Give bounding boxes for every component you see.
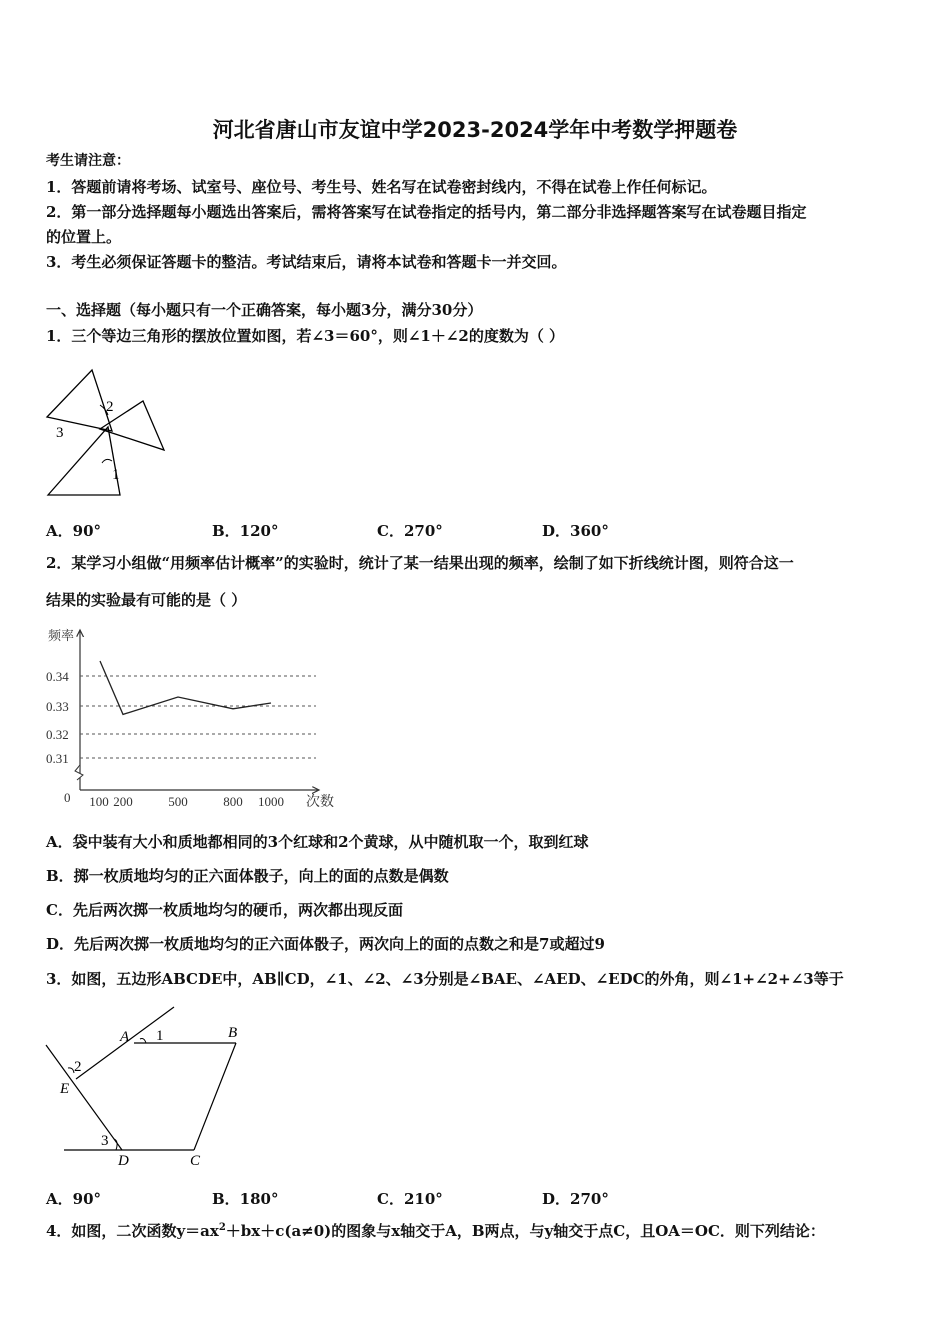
extension-line-ed bbox=[46, 1045, 122, 1150]
section-heading: 一、选择题（每小题只有一个正确答案，每小题3分，满分30分） bbox=[46, 301, 483, 319]
side-bc bbox=[194, 1043, 236, 1150]
page-title: 河北省唐山市友谊中学2023-2024学年中考数学押题卷 bbox=[212, 118, 738, 142]
q4-stem-prefix: 4．如图，二次函数y＝ax bbox=[46, 1222, 219, 1240]
option: A．90° bbox=[46, 522, 102, 540]
frequency-line-chart bbox=[36, 620, 346, 815]
option: D．先后两次掷一枚质地均匀的正六面体骰子，两次向上的面的点数之和是7或超过9 bbox=[46, 935, 605, 953]
x-tick-label: 1000 bbox=[258, 794, 284, 809]
q4-exponent: 2 bbox=[218, 1222, 226, 1233]
y-tick-label: 0.31 bbox=[46, 751, 69, 766]
angle-1-arc bbox=[140, 1039, 146, 1044]
question-1-stem: 1．三个等边三角形的摆放位置如图，若∠3＝60°，则∠1＋∠2的度数为（ ） bbox=[46, 327, 565, 345]
triangles-figure bbox=[40, 365, 170, 500]
option: C．270° bbox=[377, 522, 443, 540]
origin-label: 0 bbox=[64, 790, 71, 805]
angle-3-arc bbox=[114, 1139, 117, 1150]
angle-1-arc bbox=[102, 459, 112, 463]
option: A．90° bbox=[46, 1190, 102, 1208]
y-tick-label: 0.32 bbox=[46, 727, 69, 742]
option: C．210° bbox=[377, 1190, 443, 1208]
notice-item: 1．答题前请将考场、试室号、座位号、考生号、姓名写在试卷密封线内，不得在试卷上作任何标记。 bbox=[46, 178, 717, 196]
option: A．袋中装有大小和质地都相同的3个红球和2个黄球，从中随机取一个，取到红球 bbox=[46, 833, 589, 851]
option: B．120° bbox=[212, 522, 279, 540]
angle-label: 1 bbox=[156, 1028, 164, 1044]
frequency-series-line bbox=[100, 661, 271, 714]
y-axis-label: 频率 bbox=[48, 628, 75, 643]
triangle-top bbox=[47, 370, 112, 431]
notice-item: 2．第一部分选择题每小题选出答案后，需将答案写在试卷指定的括号内，第二部分非选择题答案写在试卷题目指定 bbox=[46, 203, 807, 221]
x-axis-label: 次数 bbox=[306, 795, 334, 810]
angle-label: 2 bbox=[74, 1059, 82, 1075]
question-2-stem: 2．某学习小组做“用频率估计概率”的实验时，统计了某一结果出现的频率，绘制了如下折线统计图，则符合这一 bbox=[46, 554, 794, 572]
notice-heading: 考生请注意： bbox=[46, 153, 130, 169]
vertex-label: B bbox=[228, 1025, 238, 1041]
option: B．180° bbox=[212, 1190, 279, 1208]
x-tick-label: 500 bbox=[168, 794, 188, 809]
x-tick-label: 200 bbox=[113, 794, 133, 809]
notice-item: 的位置上。 bbox=[46, 228, 122, 246]
vertex-label: A bbox=[120, 1029, 130, 1045]
angle-label: 1 bbox=[112, 467, 120, 483]
question-3-stem: 3．如图，五边形ABCDE中，AB∥CD，∠1、∠2、∠3分别是∠BAE、∠AED、∠EDC的外角，则∠1+∠2+∠3等于 bbox=[46, 970, 844, 988]
x-tick-label: 800 bbox=[223, 794, 243, 809]
vertex-label: E bbox=[60, 1081, 70, 1097]
option: C．先后两次掷一枚质地均匀的硬币，两次都出现反面 bbox=[46, 901, 403, 919]
y-tick-label: 0.34 bbox=[46, 669, 69, 684]
vertex-label: C bbox=[190, 1153, 201, 1169]
option: D．360° bbox=[542, 522, 609, 540]
x-tick-label: 100 bbox=[89, 794, 109, 809]
notice-item: 3．考生必须保证答题卡的整洁。考试结束后，请将本试卷和答题卡一并交回。 bbox=[46, 253, 567, 271]
option: D．270° bbox=[542, 1190, 609, 1208]
angle-label: 3 bbox=[101, 1133, 109, 1149]
angle-label: 2 bbox=[106, 399, 114, 415]
question-2-stem: 结果的实验最有可能的是（ ） bbox=[46, 591, 247, 609]
question-4-stem bbox=[46, 1223, 825, 1239]
q4-stem-suffix: ＋bx＋c(a≠0)的图象与x轴交于A，B两点，与y轴交于点C，且OA＝OC．则下列结论： bbox=[225, 1222, 825, 1240]
option: B．掷一枚质地均匀的正六面体骰子，向上的面的点数是偶数 bbox=[46, 867, 449, 885]
angle-label: 3 bbox=[56, 425, 64, 441]
vertex-label: D bbox=[118, 1153, 129, 1169]
y-tick-label: 0.33 bbox=[46, 699, 69, 714]
axis-break bbox=[75, 765, 83, 780]
pentagon-figure bbox=[44, 1005, 254, 1170]
